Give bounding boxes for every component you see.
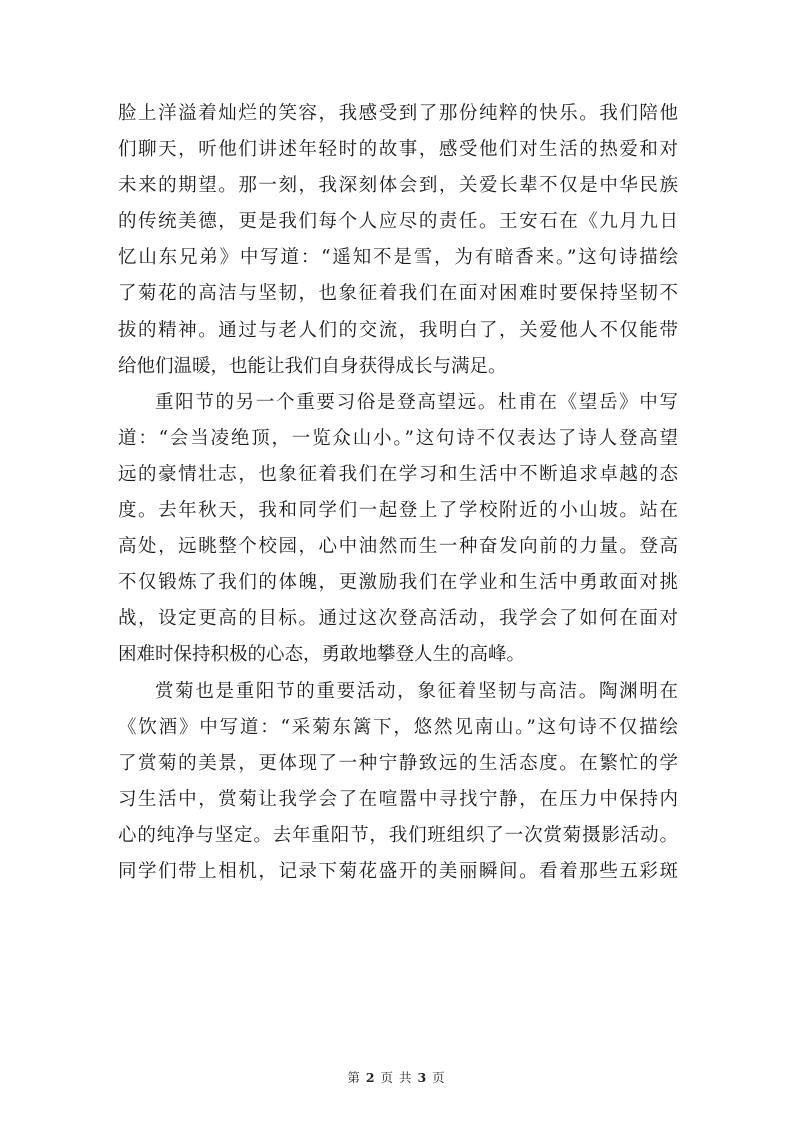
text-line: 了赏菊的美景，更体现了一种宁静致远的生活态度。在繁忙的学 <box>118 752 678 774</box>
text-line: 远的豪情壮志，也象征着我们在学习和生活中不断追求卓越的态 <box>118 463 678 485</box>
text-line: 拔的精神。通过与老人们的交流，我明白了，关爱他人不仅能带 <box>118 319 678 341</box>
text-line: 忆山东兄弟》中写道：“遥知不是雪，为有暗香来。”这句诗描绘 <box>118 247 678 269</box>
footer-prefix: 第 <box>347 1070 361 1085</box>
text-line: 们聊天，听他们讲述年轻时的故事，感受他们对生活的热爱和对 <box>118 139 678 161</box>
text-line: 脸上洋溢着灿烂的笑容，我感受到了那份纯粹的快乐。我们陪他 <box>118 103 678 124</box>
text-line: 未来的期望。那一刻，我深刻体会到，关爱长辈不仅是中华民族 <box>118 175 678 197</box>
current-page-number: 2 <box>365 1070 376 1085</box>
page-footer <box>0 1068 793 1086</box>
text-line: 同学们带上相机，记录下菊花盛开的美丽瞬间。看着那些五彩斑 <box>118 860 678 882</box>
body-text <box>118 96 678 890</box>
text-line: 高处，远眺整个校园，心中油然而生一种奋发向前的力量。登高 <box>118 536 678 558</box>
text-line: 习生活中，赏菊让我学会了在喧嚣中寻找宁静，在压力中保持内 <box>118 788 678 810</box>
text-line: 《饮酒》中写道：“采菊东篱下，悠然见南山。”这句诗不仅描绘 <box>118 716 678 738</box>
text-line: 给他们温暖，也能让我们自身获得成长与满足。 <box>118 355 507 377</box>
text-line: 重阳节的另一个重要习俗是登高望远。杜甫在《望岳》中写 <box>155 391 678 413</box>
footer-suffix: 页 <box>432 1070 446 1085</box>
text-line: 了菊花的高洁与坚韧，也象征着我们在面对困难时要保持坚韧不 <box>118 283 678 305</box>
text-line: 困难时保持积极的心态，勇敢地攀登人生的高峰。 <box>118 644 526 666</box>
total-pages-number: 3 <box>417 1070 428 1085</box>
text-line: 战，设定更高的目标。通过这次登高活动，我学会了如何在面对 <box>118 608 678 630</box>
footer-middle: 页 共 <box>380 1070 413 1085</box>
text-line: 的传统美德，更是我们每个人应尽的责任。王安石在《九月九日 <box>118 211 678 233</box>
text-line: 心的纯净与坚定。去年重阳节，我们班组织了一次赏菊摄影活动。 <box>118 824 678 846</box>
text-line: 赏菊也是重阳节的重要活动，象征着坚韧与高洁。陶渊明在 <box>155 680 678 702</box>
text-line: 道：“会当凌绝顶，一览众山小。”这句诗不仅表达了诗人登高望 <box>118 427 678 449</box>
text-line: 不仅锻炼了我们的体魄，更激励我们在学业和生活中勇敢面对挑 <box>118 572 678 594</box>
text-line: 度。去年秋天，我和同学们一起登上了学校附近的小山坡。站在 <box>118 500 678 522</box>
